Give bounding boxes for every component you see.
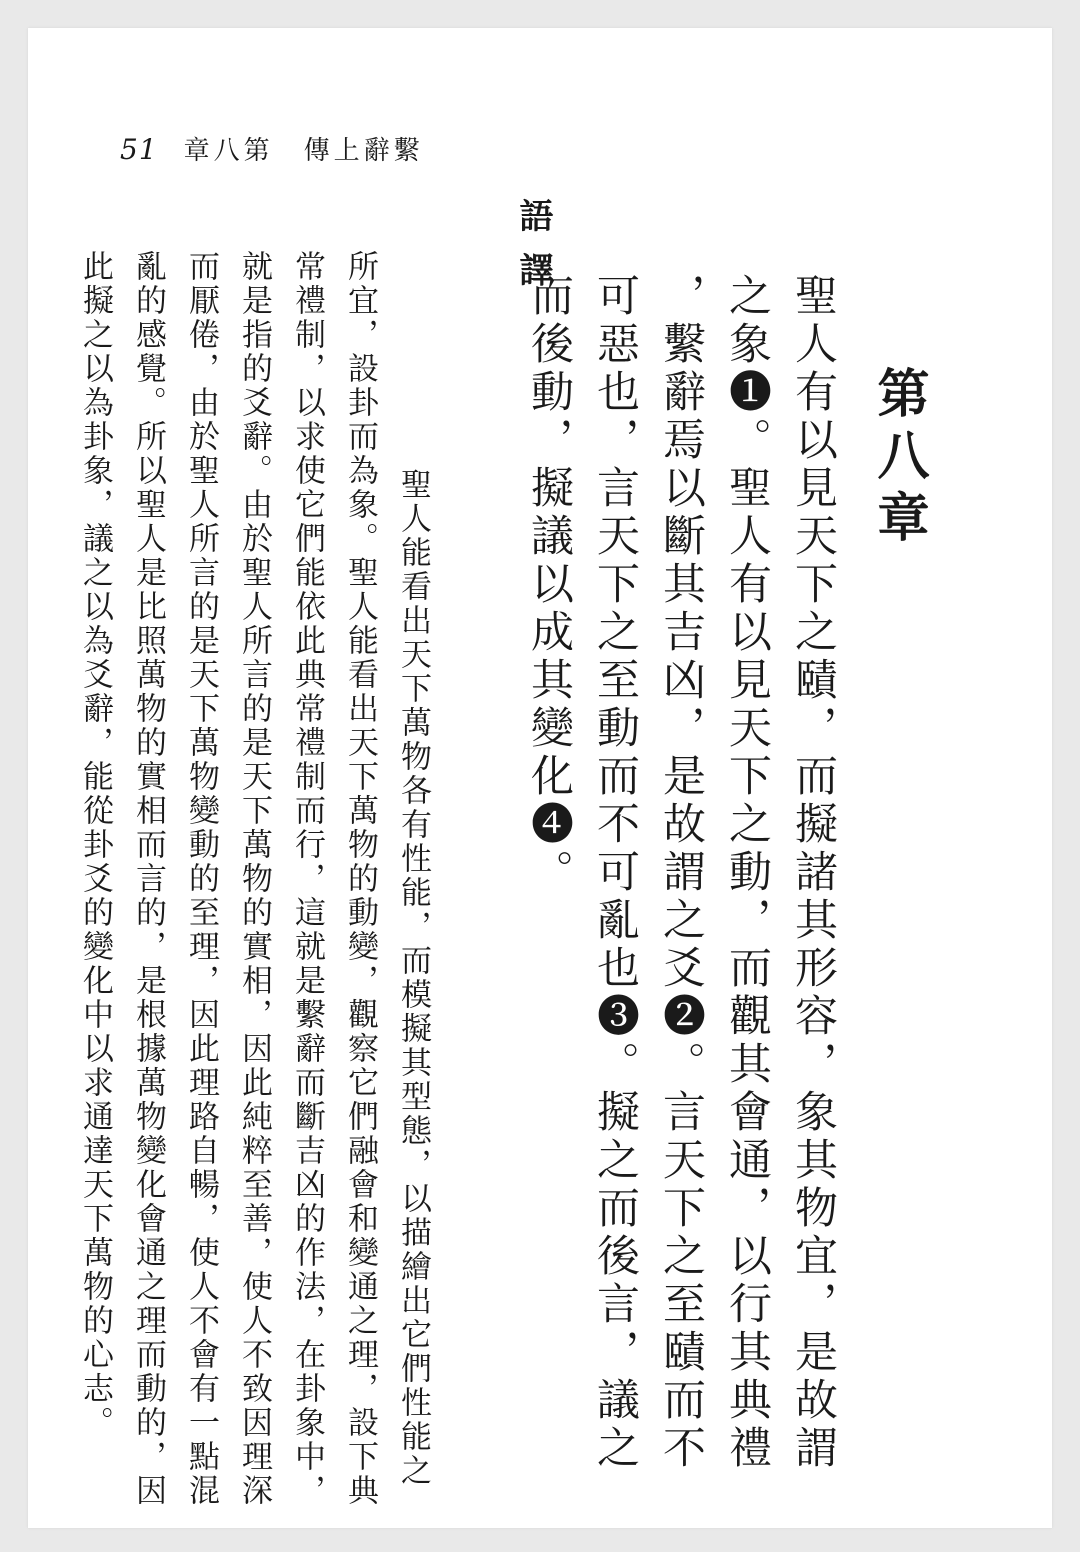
classical-text: 聖人有以見天下之賾，而擬諸其形容，象其物宜，是故謂之象❶。聖人有以見天下之動，而觀其會通，以行其典禮，繫辭焉以斷其吉凶，是故謂之爻❷。言天下之至賾而不可惡也，言天下之至動而不可亂也❸。擬之而後言，議之而後動，擬議以成其變化❹。 [524,273,838,1473]
page-header [120,130,424,167]
translation-paragraph: 聖人能看出天下萬物各有性能，而模擬其型態，以描繪出它們性能之所宜，設卦而為象。聖人能看出天下萬物的動變，觀察它們融會和變通之理，設下典常禮制，以求使它們能依此典常禮制而行，這就是繫辭而斷吉凶的作法，在卦象中，就是指的爻辭。由於聖人所言的是天下萬物的實相，因此純粹至善，使人不致因理深而厭倦，由於聖人所言的是天下萬物變動的至理，因此理路自暢，使人不會有一點混亂的感覺。所以聖人是比照萬物的實相而言的，是根據萬物變化會通之理而動的，因此擬之以為卦象，議之以為爻辭，能從卦爻的變化中以求通達天下萬物的心志。 [77,250,431,1508]
running-title: 章八第 傳上辭繫 [183,136,424,166]
page-number: 51 [120,133,158,166]
section-heading: 語譯 [513,198,553,306]
book-page [28,28,1052,1528]
chapter-title: 第八章 [868,366,929,552]
translation-text [77,250,492,1510]
